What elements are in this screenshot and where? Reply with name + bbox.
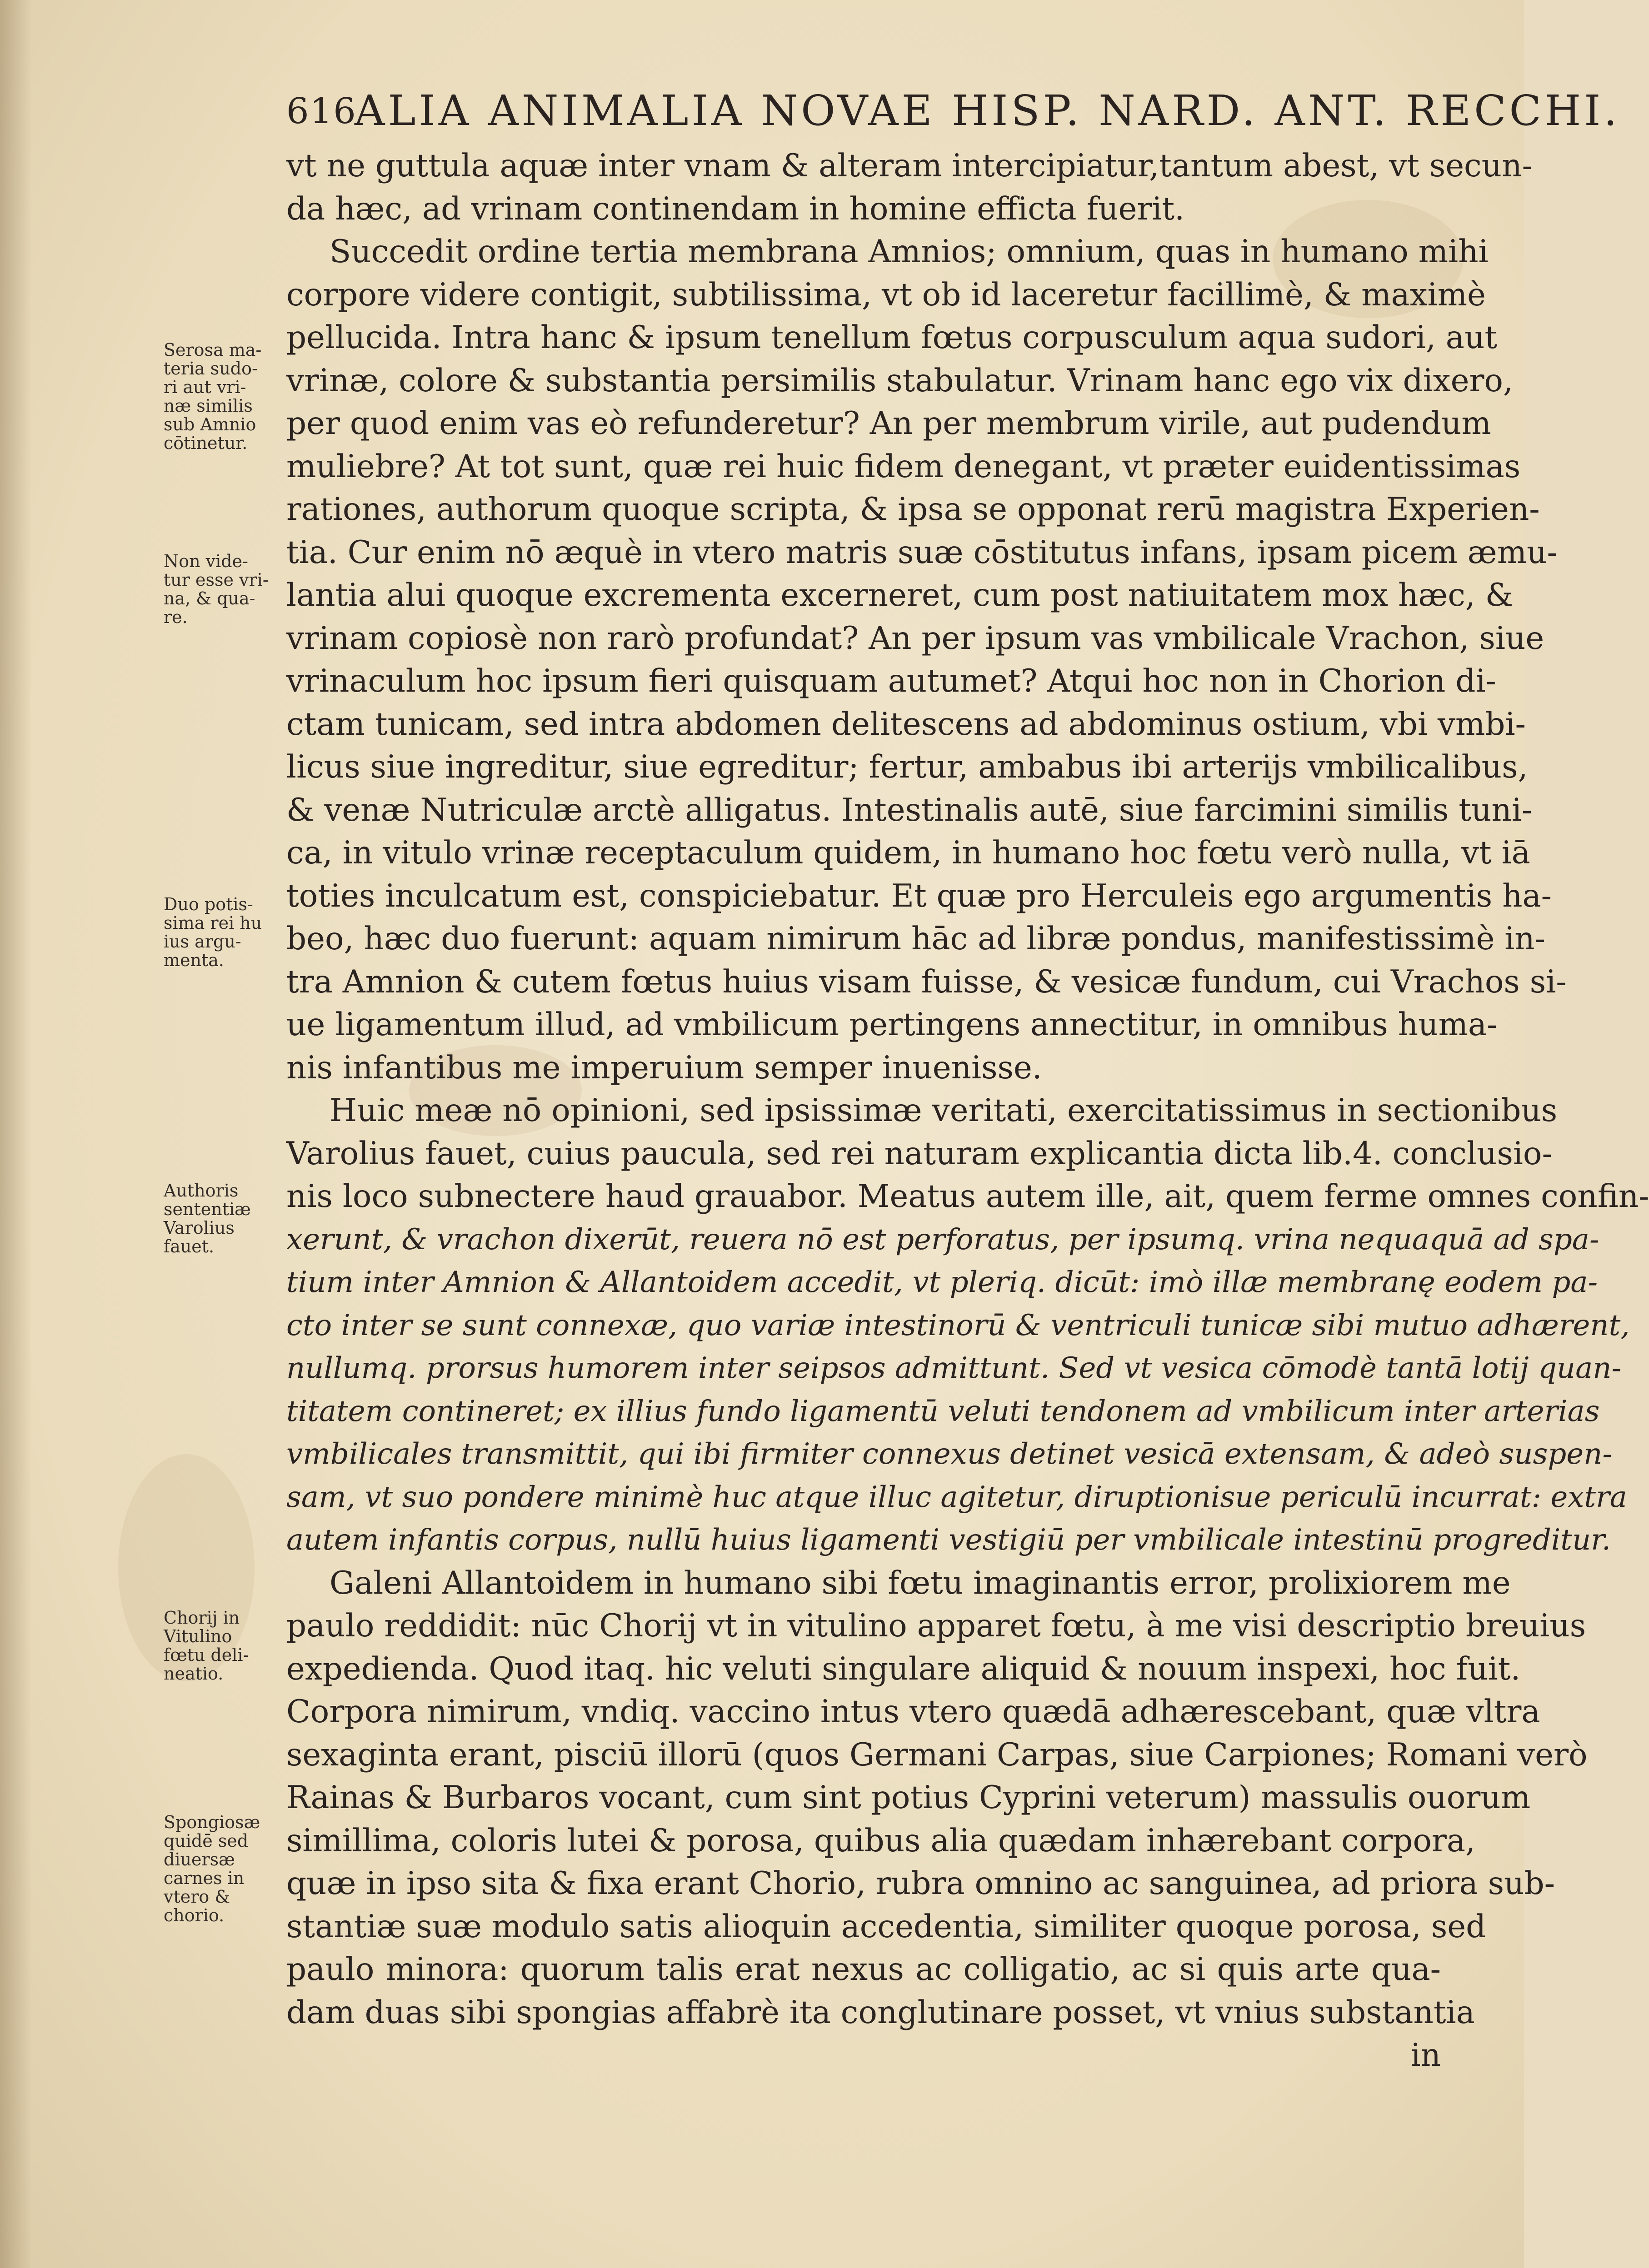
note-line: re. bbox=[164, 607, 188, 627]
text-line: muliebre? At tot sunt, quæ rei huic fidem denegant, vt præter euidentissimas bbox=[286, 448, 1521, 485]
note-line: sententiæ bbox=[164, 1199, 251, 1219]
text-line: paulo minora: quorum talis erat nexus ac colligatio, ac si quis arte qua- bbox=[286, 1951, 1441, 1988]
page-header bbox=[286, 86, 1620, 136]
quote-line: titatem contineret; ex illius fundo ligamentū veluti tendonem ad vmbilicum inter arterias bbox=[286, 1394, 1600, 1428]
note-line: sub Amnio bbox=[164, 414, 256, 434]
quote-line: tium inter Amnion & Allantoidem accedit, vt pleriq. dicūt: imò illæ membranę eodem pa- bbox=[286, 1266, 1598, 1299]
note-line: næ similis bbox=[164, 396, 253, 416]
marginal-note bbox=[164, 895, 273, 970]
page-number: 616 bbox=[286, 91, 357, 132]
running-head: ALIA ANIMALIA NOVAE HISP. NARD. ANT. RECCHI. bbox=[355, 86, 1620, 135]
text-line: tia. Cur enim nō æquè in vtero matris suæ cōstitutus infans, ipsam picem æmu- bbox=[286, 534, 1558, 571]
text-line: simillima, coloris lutei & porosa, quibus alia quædam inhærebant corpora, bbox=[286, 1822, 1475, 1859]
note-line: Vitulino bbox=[164, 1626, 232, 1646]
marginal-note bbox=[164, 341, 273, 453]
text-line: dam duas sibi spongias affabrè ita conglutinare posset, vt vnius substantia bbox=[286, 1994, 1475, 2031]
text-line: toties inculcatum est, conspiciebatur. Et quæ pro Herculeis ego argumentis ha- bbox=[286, 877, 1552, 914]
marginal-note bbox=[164, 1181, 273, 1256]
text-line: vrinaculum hoc ipsum fieri quisquam autumet? Atqui hoc non in Chorion di- bbox=[286, 663, 1496, 699]
text-line: expedienda. Quod itaq. hic veluti singulare aliquid & nouum inspexi, hoc fuit. bbox=[286, 1650, 1521, 1687]
note-line: Authoris bbox=[164, 1181, 239, 1201]
note-line: Spongiosæ bbox=[164, 1812, 260, 1832]
note-line: tur esse vri- bbox=[164, 570, 269, 590]
text-line: rationes, authorum quoque scripta, & ipsa se opponat rerū magistra Experien- bbox=[286, 491, 1540, 528]
note-line: Varolius bbox=[164, 1218, 235, 1238]
text-line: lantia alui quoque excrementa excerneret, cum post natiuitatem mox hæc, & bbox=[286, 577, 1514, 613]
marginal-note bbox=[164, 552, 273, 627]
note-line: Chorij in bbox=[164, 1608, 240, 1628]
text-line: ctam tunicam, sed intra abdomen delitescens ad abdominus ostium, vbi vmbi- bbox=[286, 706, 1526, 743]
text-line: nis loco subnectere haud grauabor. Meatus autem ille, ait, quem ferme omnes confin- bbox=[286, 1178, 1649, 1215]
text-line: ue ligamentum illud, ad vmbilicum pertingens annectitur, in omnibus huma- bbox=[286, 1007, 1498, 1043]
note-line: quidē sed bbox=[164, 1831, 249, 1851]
text-line: Varolius fauet, cuius paucula, sed rei naturam explicantia dicta lib.4. conclusio- bbox=[286, 1135, 1553, 1172]
text-line: stantiæ suæ modulo satis alioquin accedentia, similiter quoque porosa, sed bbox=[286, 1908, 1486, 1945]
marginal-note bbox=[164, 1609, 273, 1683]
quote-line: sam, vt suo pondere minimè huc atque illuc agitetur, diruptionisue periculū incurrat: extra bbox=[286, 1480, 1627, 1514]
catchword: in bbox=[1410, 2037, 1441, 2074]
text-line: nis infantibus me imperuium semper inuenisse. bbox=[286, 1049, 1042, 1086]
text-line: corpore videre contigit, subtilissima, vt ob id laceretur facillimè, & maximè bbox=[286, 276, 1486, 313]
text-line: per quod enim vas eò refunderetur? An per membrum virile, aut pudendum bbox=[286, 405, 1491, 442]
text-line: ca, in vitulo vrinæ receptaculum quidem, in humano hoc fœtu verò nulla, vt iā bbox=[286, 835, 1530, 871]
note-line: neatio. bbox=[164, 1664, 224, 1684]
text-line: paulo reddidit: nūc Chorij vt in vitulino apparet fœtu, à me visi descriptio breuius bbox=[286, 1608, 1586, 1644]
text-line: tra Amnion & cutem fœtus huius visam fuisse, & vesicæ fundum, cui Vrachos si- bbox=[286, 963, 1567, 1000]
text-line: Galeni Allantoidem in humano sibi fœtu imaginantis error, prolixiorem me bbox=[330, 1565, 1511, 1601]
note-line: chorio. bbox=[164, 1905, 225, 1925]
note-line: Non vide- bbox=[164, 551, 248, 571]
note-line: carnes in bbox=[164, 1868, 245, 1888]
note-line: fauet. bbox=[164, 1236, 215, 1256]
note-line: Serosa ma- bbox=[164, 340, 262, 360]
text-line: Huic meæ nō opinioni, sed ipsissimæ veritati, exercitatissimus in sectionibus bbox=[330, 1092, 1558, 1129]
note-line: sima rei hu bbox=[164, 913, 262, 933]
quote-line: xerunt, & vrachon dixerūt, reuera nō est perforatus, per ipsumq. vrina nequaquā ad spa- bbox=[286, 1222, 1599, 1256]
marginal-note bbox=[164, 1813, 273, 1925]
text-line: da hæc, ad vrinam continendam in homine efficta fuerit. bbox=[286, 190, 1185, 227]
text-line: sexaginta erant, pisciū illorū (quos Germani Carpas, siue Carpiones; Romani verò bbox=[286, 1736, 1588, 1773]
note-line: fœtu deli- bbox=[164, 1645, 249, 1665]
text-line: beo, hæc duo fuerunt: aquam nimirum hāc ad libræ pondus, manifestissimè in- bbox=[286, 921, 1546, 957]
text-line: Rainas & Burbaros vocant, cum sint potius Cyprini veterum) massulis ouorum bbox=[286, 1780, 1531, 1816]
quote-line: autem infantis corpus, nullū huius ligamenti vestigiū per vmbilicale intestinū progreditur. bbox=[286, 1523, 1611, 1557]
quote-line: nullumq. prorsus humorem inter seipsos admittunt. Sed vt vesica cōmodè tantā lotij quan- bbox=[286, 1351, 1622, 1385]
note-line: vtero & bbox=[164, 1887, 230, 1907]
note-line: ri aut vri- bbox=[164, 377, 246, 397]
text-line: quæ in ipso sita & fixa erant Chorio, rubra omnino ac sanguinea, ad priora sub- bbox=[286, 1865, 1555, 1902]
text-line: vt ne guttula aquæ inter vnam & alteram intercipiatur,tantum abest, vt secun- bbox=[286, 148, 1533, 184]
quote-line: cto inter se sunt connexæ, quo variæ intestinorū & ventriculi tunicæ sibi mutuo adhærent, bbox=[286, 1308, 1630, 1342]
text-line: vrinam copiosè non rarò profundat? An per ipsum vas vmbilicale Vrachon, siue bbox=[286, 620, 1544, 657]
note-line: Duo potis- bbox=[164, 894, 253, 914]
note-line: ius argu- bbox=[164, 932, 241, 952]
text-line: & venæ Nutriculæ arctè alligatus. Intestinalis autē, siue farcimini similis tuni- bbox=[286, 792, 1533, 828]
text-line: vrinæ, colore & substantia persimilis stabulatur. Vrinam hanc ego vix dixero, bbox=[286, 362, 1513, 399]
note-line: diuersæ bbox=[164, 1849, 235, 1869]
note-line: menta. bbox=[164, 950, 224, 970]
text-line: Succedit ordine tertia membrana Amnios; omnium, quas in humano mihi bbox=[330, 234, 1489, 270]
text-line: pellucida. Intra hanc & ipsum tenellum fœtus corpusculum aqua sudori, aut bbox=[286, 319, 1498, 356]
note-line: teria sudo- bbox=[164, 359, 258, 379]
text-line: licus siue ingreditur, siue egreditur; fertur, ambabus ibi arterijs vmbilicalibus, bbox=[286, 749, 1528, 785]
main-text bbox=[286, 145, 1649, 2077]
note-line: na, & qua- bbox=[164, 588, 255, 608]
binding-shadow bbox=[0, 0, 32, 2268]
text-line: Corpora nimirum, vndiq. vaccino intus vtero quædā adhærescebant, quæ vltra bbox=[286, 1694, 1540, 1730]
note-line: cōtinetur. bbox=[164, 433, 248, 453]
quote-line: vmbilicales transmittit, qui ibi firmiter connexus detinet vesicā extensam, & adeò suspen- bbox=[286, 1437, 1612, 1471]
